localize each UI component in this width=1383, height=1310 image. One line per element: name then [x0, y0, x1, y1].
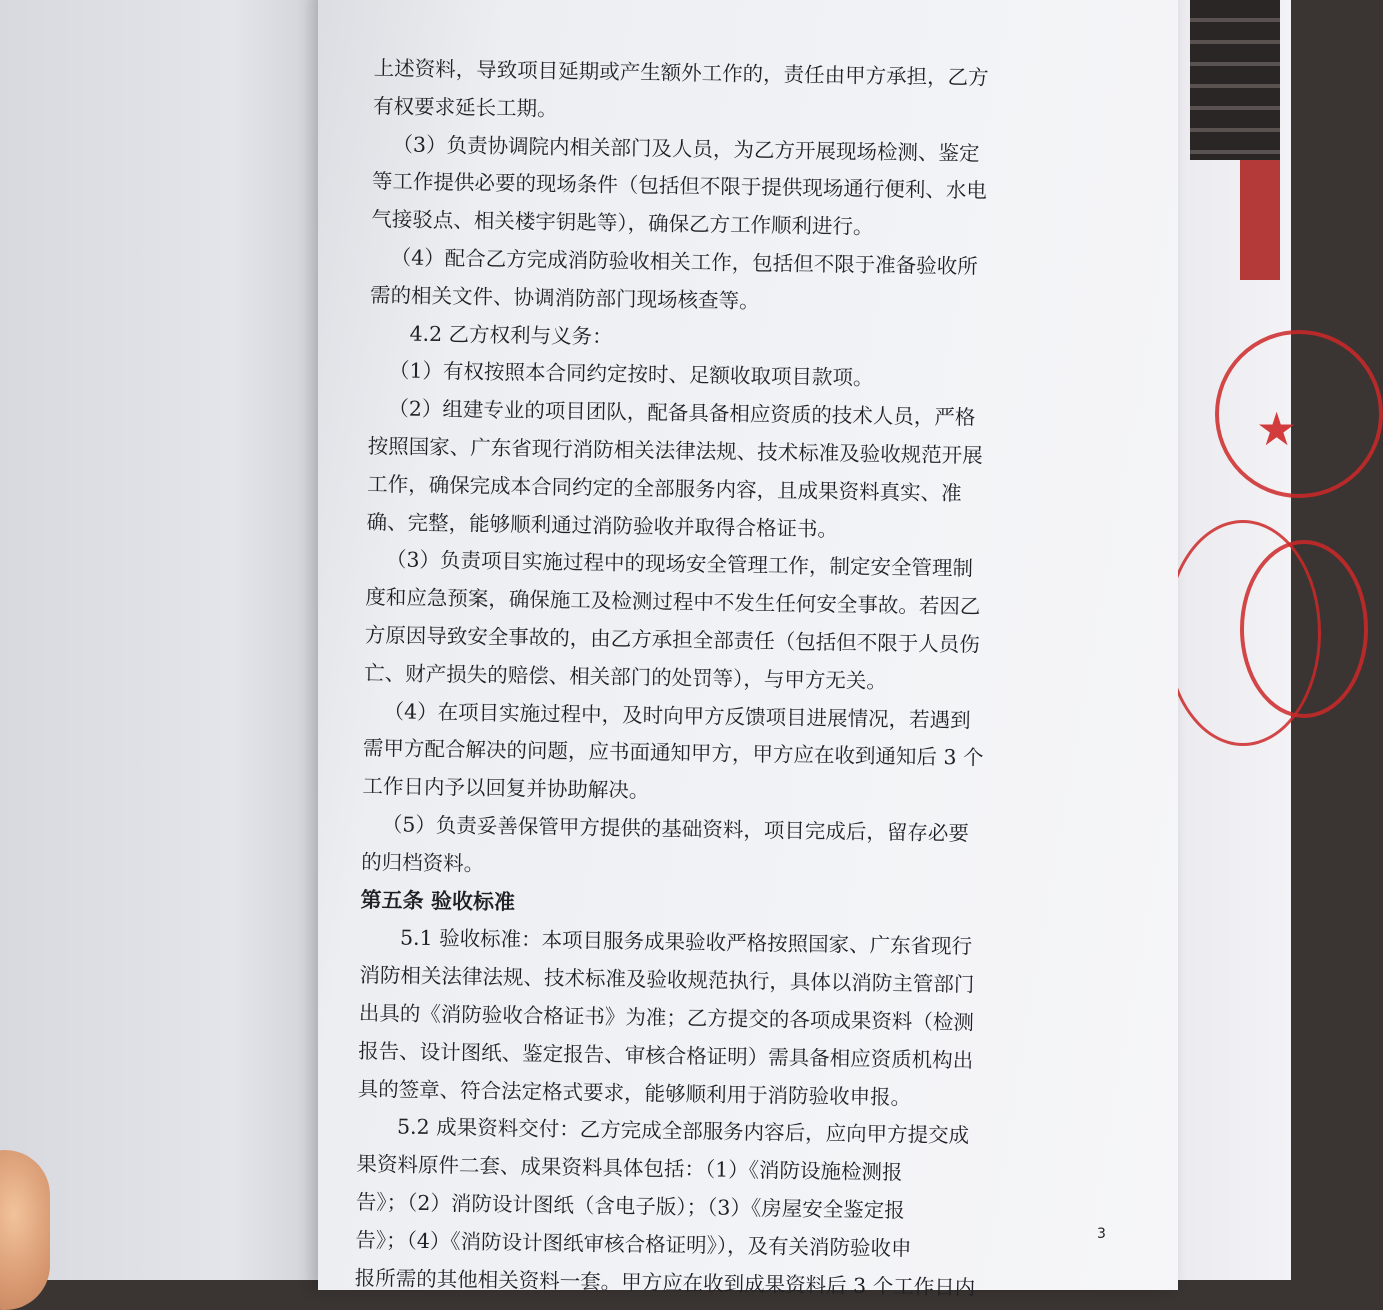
seal-star-icon: ★ — [1256, 402, 1298, 456]
text-line: （2）组建专业的项目团队，配备具备相应资质的技术人员，严格 — [388, 396, 976, 430]
text-line: 亡、财产损失的赔偿、相关部门的处罚等），与甲方无关。 — [364, 660, 888, 693]
text-line: 等工作提供必要的现场条件（包括但不限于提供现场通行便利、水电 — [371, 169, 988, 204]
background-object — [1190, 0, 1280, 160]
page-number: 3 — [1097, 1226, 1106, 1242]
text-line: 上述资料，导致项目延期或产生额外工作的，责任由甲方承担，乙方 — [373, 55, 989, 90]
text-line: 气接驳点、相关楼宇钥匙等），确保乙方工作顺利进行。 — [371, 207, 874, 240]
text-line: （4）在项目实施过程中，及时向甲方反馈项目进展情况，若遇到 — [383, 698, 971, 732]
section-heading-4-2: 4.2 乙方权利与义务： — [409, 321, 613, 349]
text-line: 5.1 验收标准：本项目服务成果验收严格按照国家、广东省现行 — [399, 925, 973, 959]
text-line: 需的相关文件、协调消防部门现场核查等。 — [369, 282, 760, 313]
text-line: 报所需的其他相关资料一套。甲方应在收到成果资料后 3 个工作日内 — [354, 1265, 976, 1300]
text-line: 告》；（2）消防设计图纸（含电子版）；（3）《房屋安全鉴定报 — [355, 1189, 905, 1223]
text-line: 具的签章、符合法定格式要求，能够顺利用于消防验收申报。 — [357, 1076, 912, 1110]
text-line: 工作，确保完成本合同约定的全部服务内容，且成果资料真实、准 — [366, 471, 962, 506]
thumb — [0, 1150, 50, 1310]
text-line: 方原因导致安全事故的，由乙方承担全部责任（包括但不限于人员伤 — [364, 622, 980, 657]
text-line: 有权要求延长工期。 — [372, 93, 558, 121]
text-line: 出具的《消防验收合格证书》为准；乙方提交的各项成果资料（检测 — [358, 1000, 974, 1035]
text-line: 报告、设计图纸、鉴定报告、审核合格证明）需具备相应资质机构出 — [358, 1038, 974, 1073]
text-line: （4）配合乙方完成消防验收相关工作，包括但不限于准备验收所 — [390, 245, 978, 279]
text-line: 告》；（4）《消防设计图纸审核合格证明》），及有关消防验收申 — [355, 1227, 912, 1261]
text-line: 的归档资料。 — [361, 849, 485, 876]
contract-text — [354, 50, 1094, 1308]
text-line: 果资料原件二套、成果资料具体包括：（1）《消防设施检测报 — [356, 1151, 903, 1185]
text-line: 度和应急预案，确保施工及检测过程中不发生任何安全事故。若因乙 — [365, 585, 981, 619]
text-line: 工作日内予以回复并协助解决。 — [362, 774, 650, 803]
text-line: （5）负责妥善保管甲方提供的基础资料，项目完成后，留存必要 — [381, 812, 970, 846]
text-line: 需甲方配合解决的问题，应书面通知甲方，甲方应在收到通知后 3 个 — [362, 736, 984, 771]
text-line: （1）有权按照本合同约定按时、足额收取项目款项。 — [388, 358, 874, 391]
text-line: 按照国家、广东省现行消防相关法律法规、技术标准及验收规范开展 — [367, 433, 983, 468]
text-line: （3）负责项目实施过程中的现场安全管理工作，制定安全管理制 — [385, 547, 974, 581]
background-object-red — [1240, 160, 1280, 280]
text-line: 消防相关法律法规、技术标准及验收规范执行，具体以消防主管部门 — [359, 963, 975, 997]
red-seal-stamp — [1215, 330, 1383, 498]
text-line: 5.2 成果资料交付：乙方完成全部服务内容后，应向甲方提交成 — [396, 1114, 970, 1148]
text-line: （3）负责协调院内相关部门及人员，为乙方开展现场检测、鉴定 — [392, 131, 980, 166]
facing-left-page — [0, 0, 330, 1280]
text-line: 确、完整，能够顺利通过消防验收并取得合格证书。 — [366, 509, 839, 541]
red-seal-stamp-partial-2 — [1240, 540, 1368, 718]
article-5-heading: 第五条 验收标准 — [360, 887, 516, 914]
